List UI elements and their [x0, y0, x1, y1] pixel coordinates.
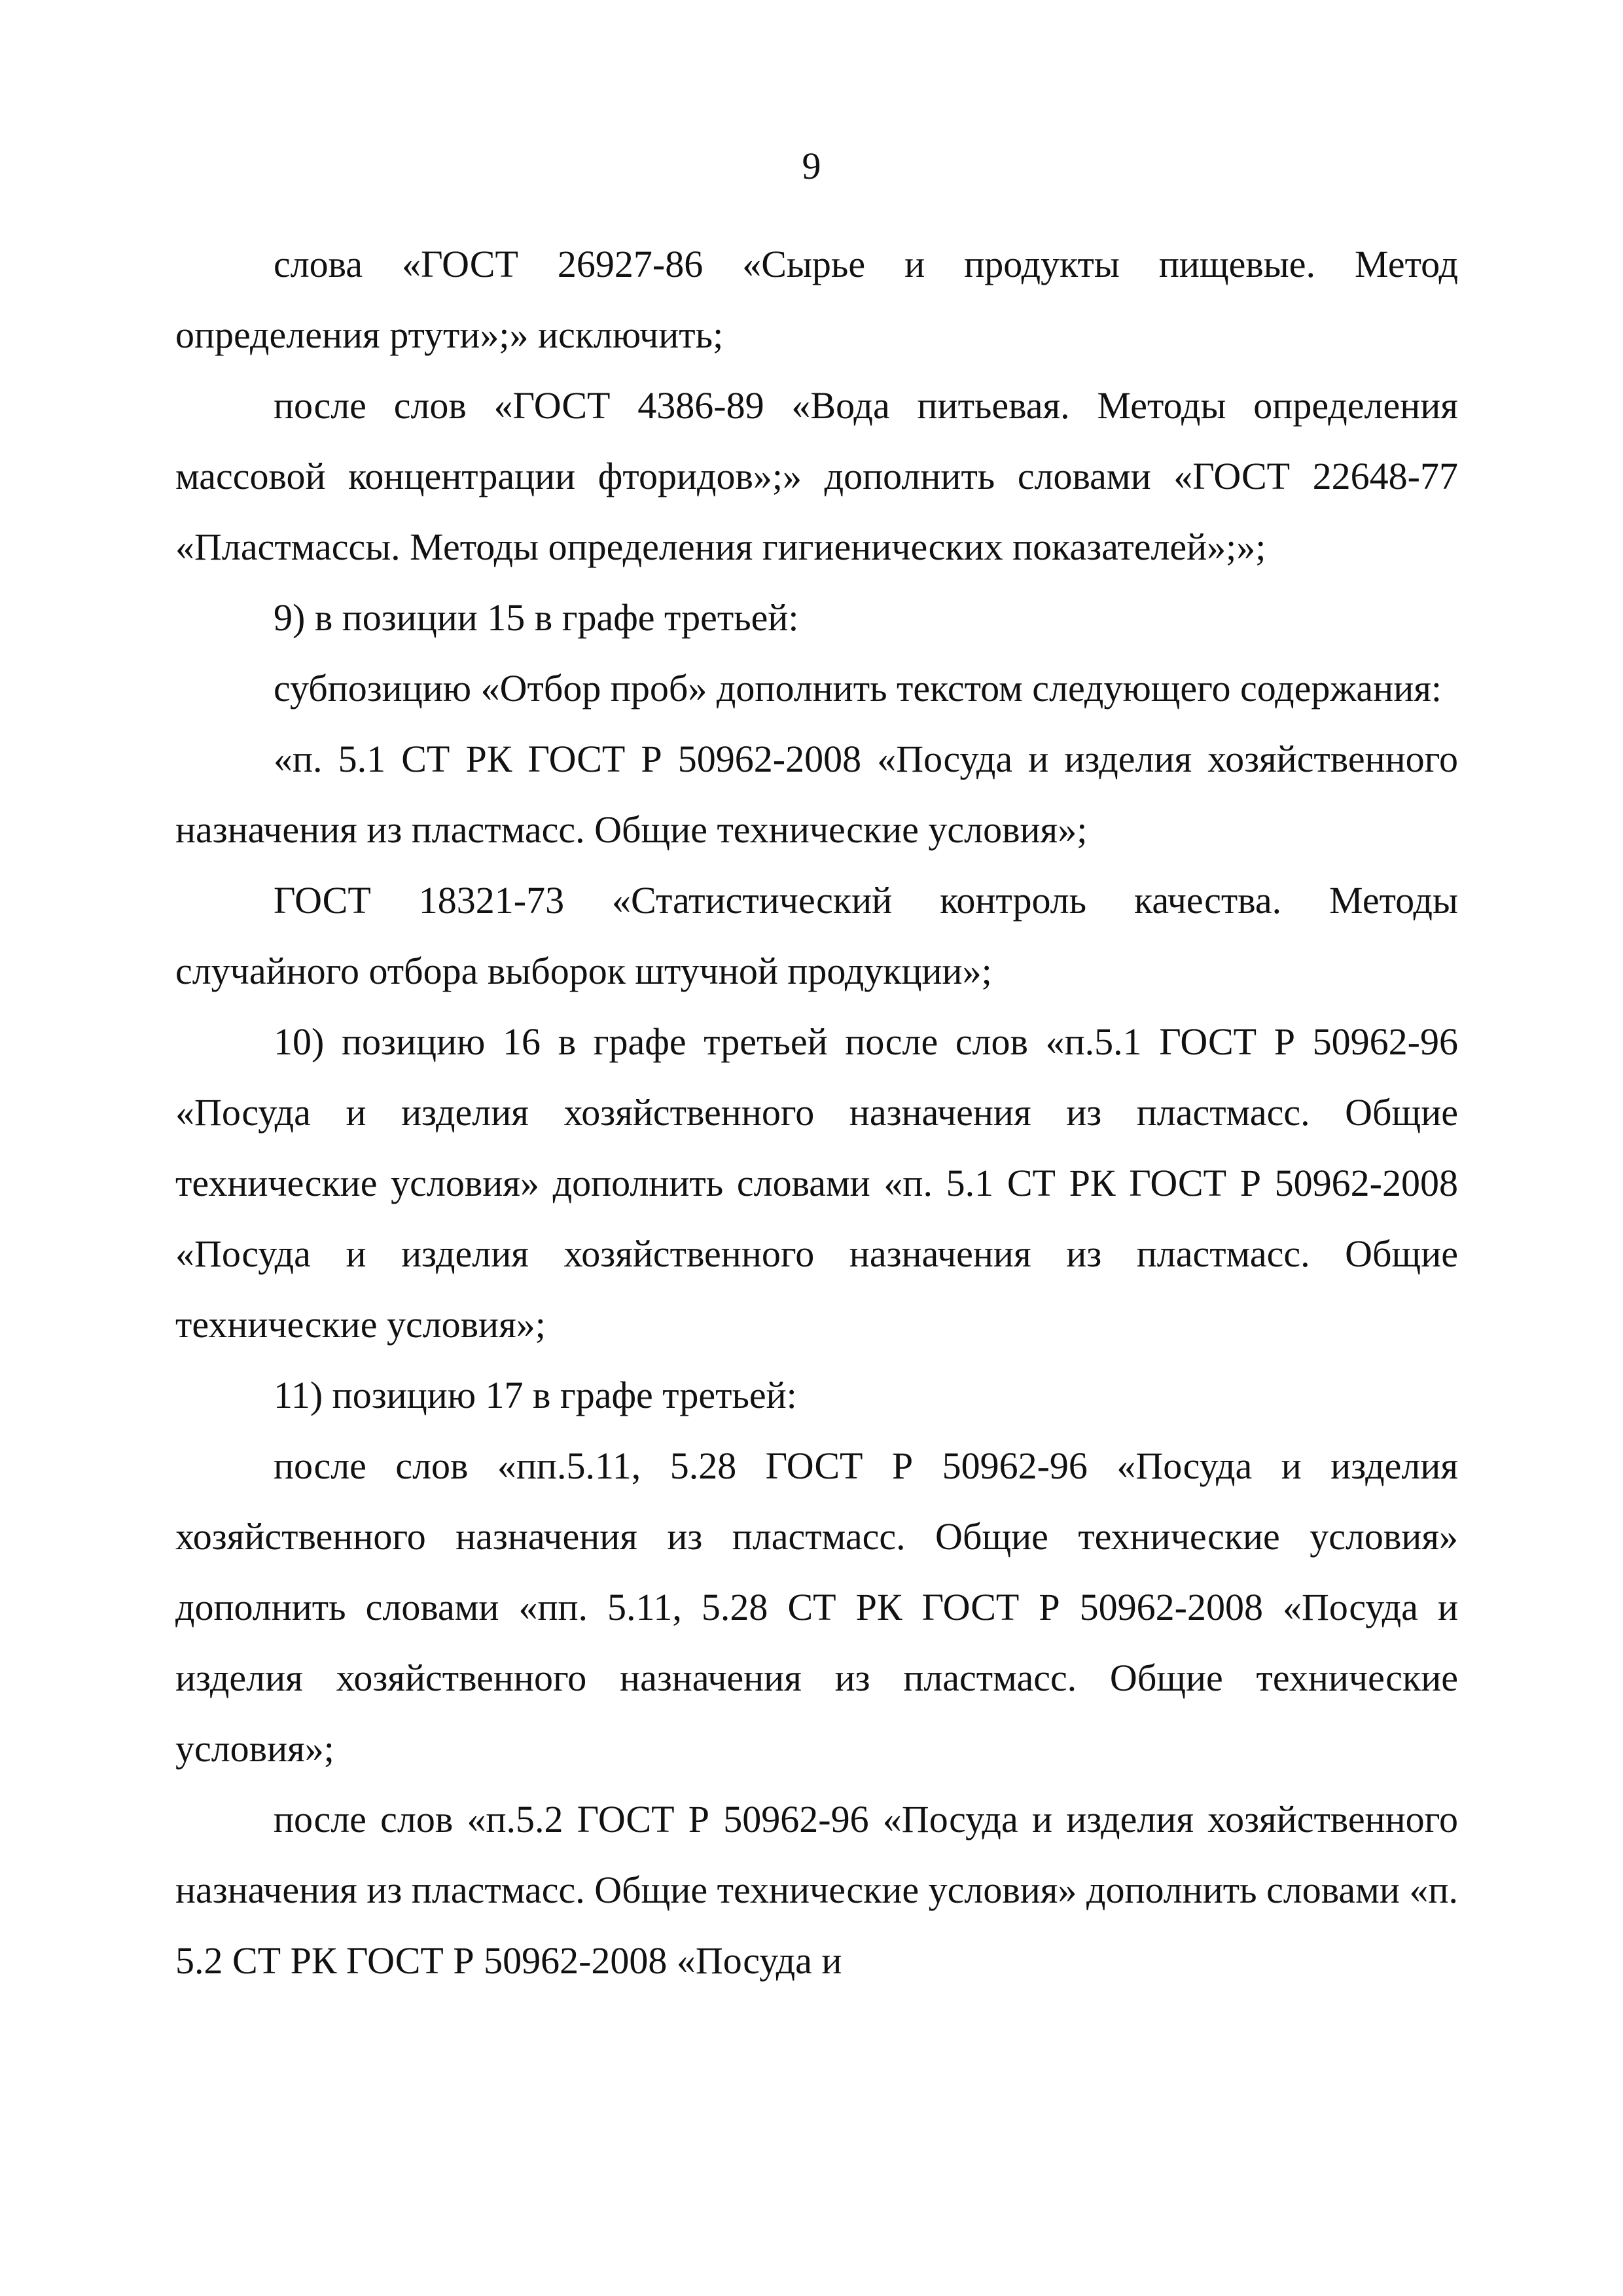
paragraph-7: 10) позицию 16 в графе третьей после слов «п.5.1 ГОСТ Р 50962-96 «Посуда и изделия хозяйственного назначения из пластмасс. Общие технические условия» дополнить словами «п. 5.1 СТ РК ГОСТ Р 50962-2008 «Посуда и изделия хозяйственного назначения из пластмасс. Общие технические условия»; — [175, 1020, 1458, 1346]
paragraph-1: слова «ГОСТ 26927-86 «Сырье и продукты пищевые. Метод определения ртути»;» исключить; — [175, 243, 1458, 356]
page-number: 9 — [802, 145, 821, 187]
paragraph-9: после слов «пп.5.11, 5.28 ГОСТ Р 50962-96 «Посуда и изделия хозяйственного назначения из пластмасс. Общие технические условия» дополнить словами «пп. 5.11, 5.28 СТ РК ГОСТ Р 50962-2008 «Посуда и изделия хозяйственного назначения из пластмасс. Общие технические условия»; — [175, 1444, 1458, 1770]
paragraph-5: «п. 5.1 СТ РК ГОСТ Р 50962-2008 «Посуда и изделия хозяйственного назначения из пластмасс. Общие технические условия»; — [175, 738, 1458, 851]
paragraph-4: субпозицию «Отбор проб» дополнить текстом следующего содержания: — [274, 667, 1442, 709]
paragraph-10: после слов «п.5.2 ГОСТ Р 50962-96 «Посуда и изделия хозяйственного назначения из пластмасс. Общие технические условия» дополнить словами «п. 5.2 СТ РК ГОСТ Р 50962-2008 «Посуда и — [175, 1798, 1458, 1982]
paragraph-3: 9) в позиции 15 в графе третьей: — [274, 596, 799, 639]
paragraph-2: после слов «ГОСТ 4386-89 «Вода питьевая. Методы определения массовой концентрации фторидов»;» дополнить словами «ГОСТ 22648-77 «Пластмассы. Методы определения гигиенических показателей»;»; — [175, 384, 1458, 568]
paragraph-6: ГОСТ 18321-73 «Статистический контроль качества. Методы случайного отбора выборок штучной продукции»; — [175, 879, 1458, 992]
paragraph-8: 11) позицию 17 в графе третьей: — [274, 1374, 797, 1416]
document-body — [175, 229, 1458, 1996]
